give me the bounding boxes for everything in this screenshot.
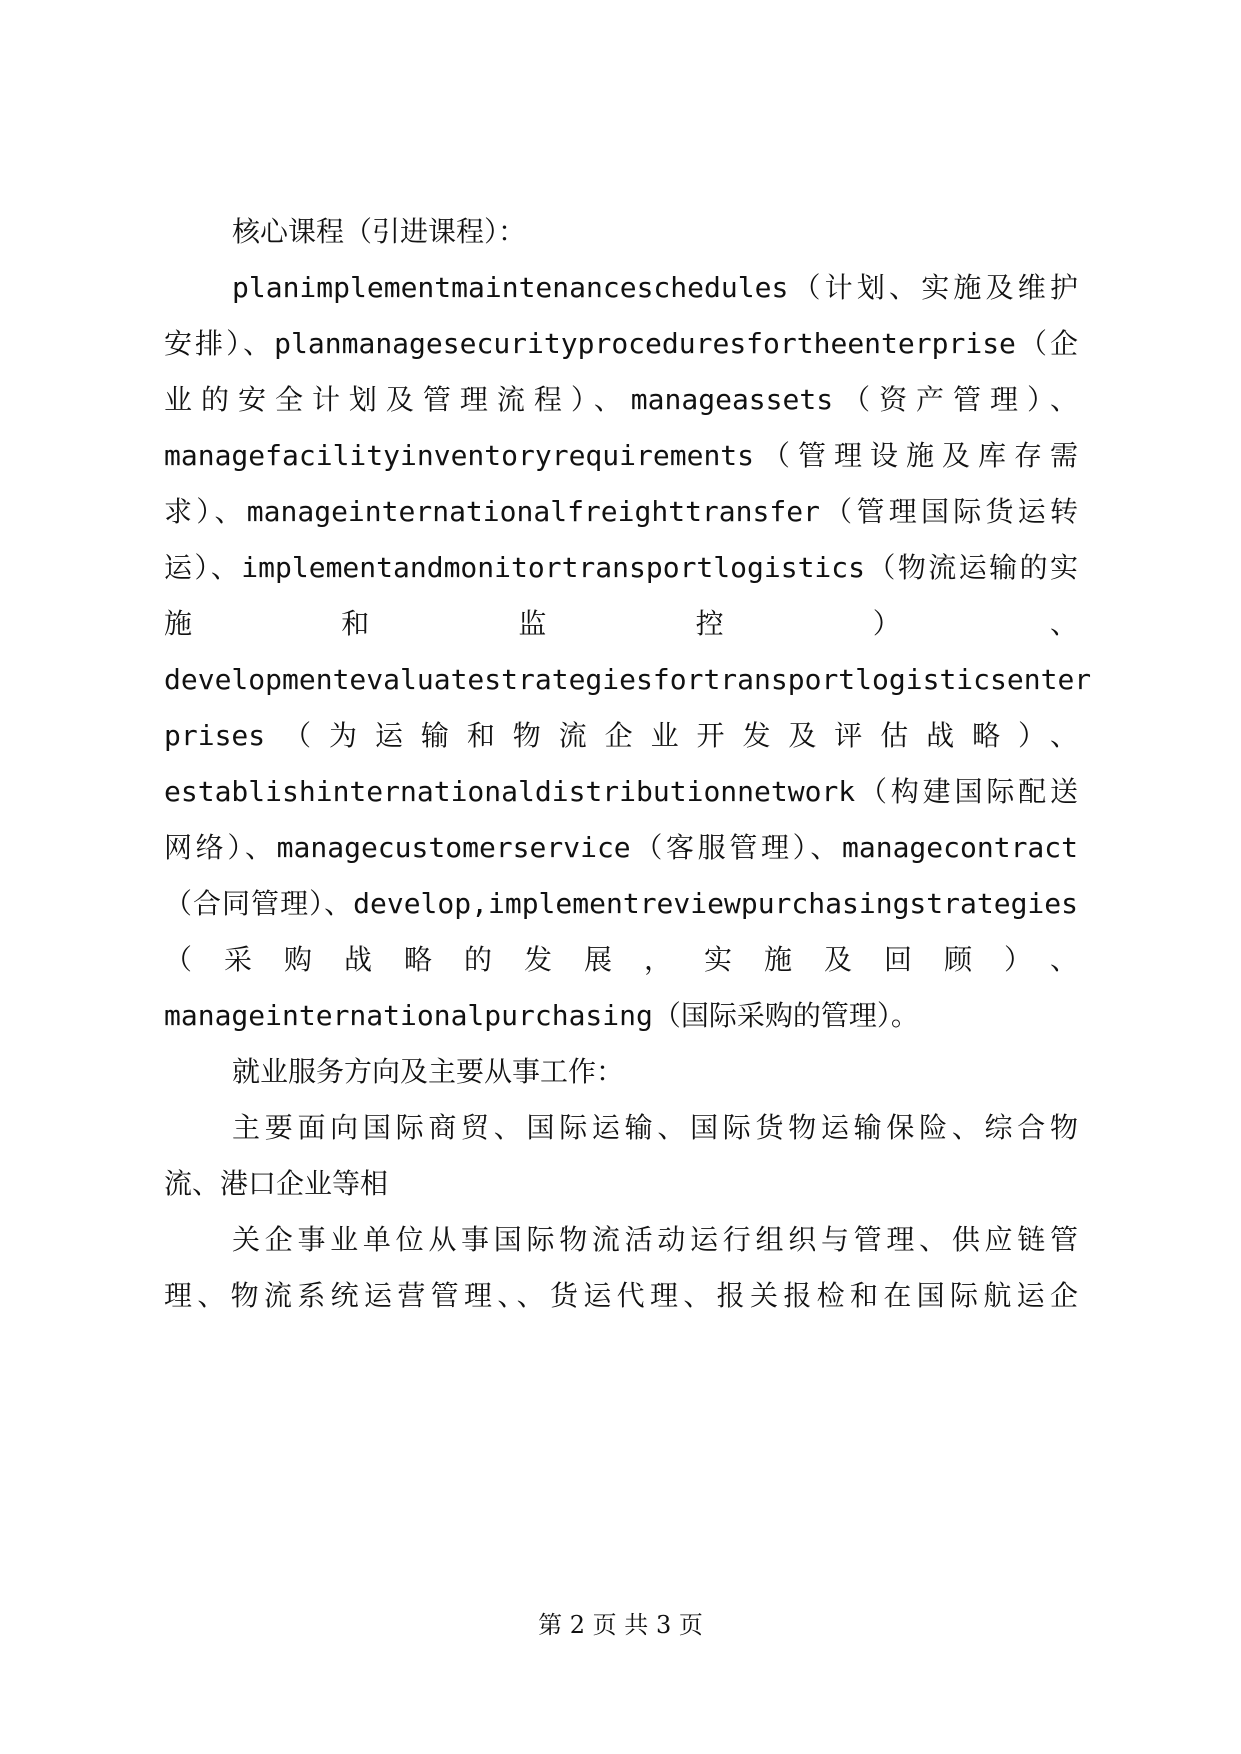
paragraph-line: prises（为运输和物流企业开发及评估战略）、 (164, 719, 1078, 752)
paragraph-line: 安排）、planmanagesecurityproceduresfortheenterprise（企 (164, 327, 1078, 360)
paragraph-line: planimplementmaintenanceschedules（计划、实施及维护 (232, 271, 1078, 304)
spread-char: 、 (1049, 607, 1078, 640)
paragraph-line: 流、港口企业等相 (164, 1167, 389, 1200)
spread-char: 和 (341, 607, 370, 640)
paragraph-line: 主要面向国际商贸、国际运输、国际货物运输保险、综合物 (232, 1111, 1078, 1144)
paragraph-line: 求）、manageinternationalfreighttransfer（管理国际货运转 (164, 495, 1078, 528)
spread-char: ） (872, 607, 901, 640)
paragraph-line: 业的安全计划及管理流程）、manageassets（资产管理）、 (164, 383, 1078, 416)
heading-employment: 就业服务方向及主要从事工作： (232, 1055, 625, 1088)
paragraph-line: 理、物流系统运营管理、、货运代理、报关报检和在国际航运企 (164, 1279, 1078, 1312)
paragraph-line: （采购战略的发展，实施及回顾）、 (164, 943, 1078, 976)
spread-char: 控 (695, 607, 724, 640)
heading-core-courses: 核心课程（引进课程）： (232, 215, 527, 248)
paragraph-line: （合同管理）、develop,implementreviewpurchasingstrategies (164, 887, 1078, 920)
spread-char: 监 (518, 607, 547, 640)
paragraph-line: establishinternationaldistributionnetwork（构建国际配送 (164, 775, 1078, 808)
paragraph-line: 关企事业单位从事国际物流活动运行组织与管理、供应链管 (232, 1223, 1078, 1256)
paragraph-line: 运）、implementandmonitortransportlogistics（物流运输的实 (164, 551, 1078, 584)
spread-char: 施 (164, 607, 193, 640)
paragraph-line: manageinternationalpurchasing（国际采购的管理）。 (164, 999, 919, 1032)
paragraph-line: developmentevaluatestrategiesfortransportlogisticsenter (164, 663, 1092, 696)
paragraph-line-spread (164, 604, 1078, 644)
paragraph-line: managefacilityinventoryrequirements（管理设施及库存需 (164, 439, 1078, 472)
paragraph-line: 网络）、managecustomerservice（客服管理）、managecontract (164, 831, 1078, 864)
page-footer: 第 2 页 共 3 页 (538, 1611, 703, 1639)
